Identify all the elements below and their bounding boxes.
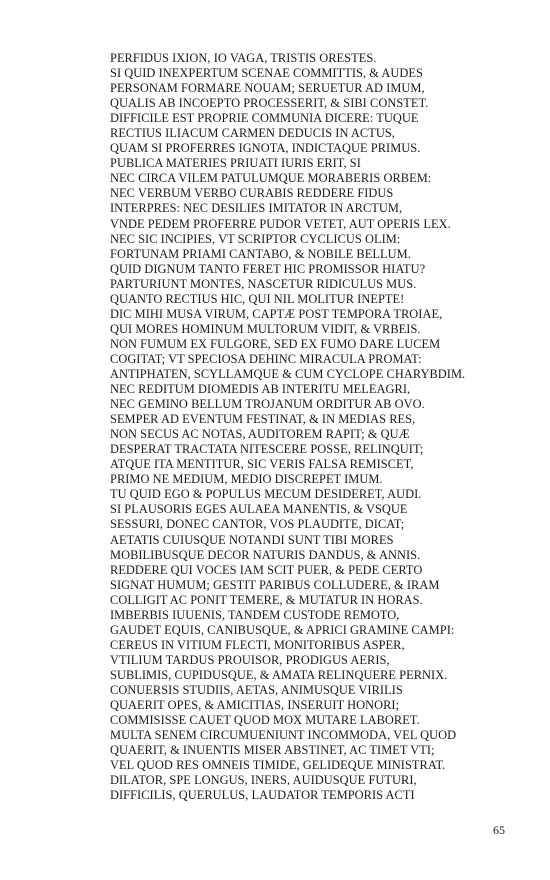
verse-line: QUI MORES HOMINUM MULTORUM VIDIT, & VRBEIS.	[110, 321, 421, 336]
verse-line: ATQUE ITA MENTITUR, SIC VERIS FALSA REMISCET,	[110, 457, 414, 472]
verse-line: QUAERIT OPES, & AMICITIAS, INSERUIT HONORI;	[110, 698, 400, 713]
verse-line: SI QUID INEXPERTUM SCENAE COMMITTIS, & AUDES	[110, 66, 423, 81]
verse-line: QUID DIGNUM TANTO FERET HIC PROMISSOR HIATU?	[110, 261, 426, 276]
verse-line: COGITAT; VT SPECIOSA DEHINC MIRACULA PROMAT:	[110, 351, 422, 366]
verse-line: CEREUS IN VITIUM FLECTI, MONITORIBUS ASPER,	[110, 637, 405, 652]
verse-line: ANTIPHATEN, SCYLLAMQUE & CUM CYCLOPE CHARYBDIM.	[110, 366, 466, 381]
verse-line: SEMPER AD EVENTUM FESTINAT, & IN MEDIAS RES,	[110, 412, 416, 427]
verse-line: TU QUID EGO & POPULUS MECUM DESIDERET, AUDI.	[110, 487, 422, 502]
verse-line: PERFIDUS IXION, IO VAGA, TRISTIS ORESTES.	[110, 51, 377, 65]
verse-line: QUANTO RECTIUS HIC, QUI NIL MOLITUR INEPTE!	[110, 291, 405, 306]
page-number: 65	[493, 823, 505, 837]
verse-line: DIC MIHI MUSA VIRUM, CAPTÆ POST TEMPORA TROIAE,	[110, 306, 443, 321]
verse-line: SI PLAUSORIS EGES AULAEA MANENTIS, & VSQUE	[110, 502, 408, 517]
verse-line: DIFFICILE EST PROPRIE COMMUNIA DICERE: TUQUE	[110, 111, 419, 126]
verse-line: QUAM SI PROFERRES IGNOTA, INDICTAQUE PRIMUS.	[110, 141, 421, 156]
verse-line: RECTIUS ILIACUM CARMEN DEDUCIS IN ACTUS,	[110, 126, 395, 141]
verse-line: SUBLIMIS, CUPIDUSQUE, & AMATA RELINQUERE PERNIX.	[110, 667, 448, 682]
verse-line: VTILIUM TARDUS PROUISOR, PRODIGUS AERIS,	[110, 652, 390, 667]
verse-line: NON FUMUM EX FULGORE, SED EX FUMO DARE LUCEM	[110, 336, 441, 351]
verse-line: INTERPRES: NEC DESILIES IMITATOR IN ARCTUM,	[110, 201, 403, 216]
verse-line: NEC REDITUM DIOMEDIS AB INTERITU MELEAGRI,	[110, 382, 411, 397]
verse-line: GAUDET EQUIS, CANIBUSQUE, & APRICI GRAMINE CAMPI:	[110, 622, 455, 637]
verse-line: PARTURIUNT MONTES, NASCETUR RIDICULUS MUS.	[110, 276, 417, 291]
verse-line: DIFFICILIS, QUERULUS, LAUDATOR TEMPORIS ACTI	[110, 788, 415, 803]
verse-line: SESSURI, DONEC CANTOR, VOS PLAUDITE, DICAT;	[110, 517, 405, 532]
verse-line: IMBERBIS IUUENIS, TANDEM CUSTODE REMOTO,	[110, 607, 400, 622]
verse-line: CONUERSIS STUDIIS, AETAS, ANIMUSQUE VIRILIS	[110, 682, 403, 697]
verse-line: SIGNAT HUMUM; GESTIT PARIBUS COLLUDERE, & IRAM	[110, 577, 440, 592]
verse-line: PUBLICA MATERIES PRIUATI IURIS ERIT, SI	[110, 156, 361, 171]
verse-line: NEC GEMINO BELLUM TROJANUM ORDITUR AB OVO.	[110, 397, 425, 412]
verse-line: PERSONAM FORMARE NOUAM; SERUETUR AD IMUM,	[110, 81, 425, 96]
verse-line: VNDE PEDEM PROFERRE PUDOR VETET, AUT OPERIS LEX.	[110, 216, 451, 231]
verse-line: NEC CIRCA VILEM PATULUMQUE MORABERIS ORBEM:	[110, 171, 432, 186]
verse-line: AETATIS CUIUSQUE NOTANDI SUNT TIBI MORES	[110, 532, 394, 547]
verse-line: NEC VERBUM VERBO CURABIS REDDERE FIDUS	[110, 186, 394, 201]
verse-text-block	[110, 51, 520, 803]
verse-line: COLLIGIT AC PONIT TEMERE, & MUTATUR IN HORAS.	[110, 592, 423, 607]
verse-line: QUALIS AB INCOEPTO PROCESSERIT, & SIBI CONSTET.	[110, 96, 429, 111]
verse-line: MULTA SENEM CIRCUMUENIUNT INCOMMODA, VEL QUOD	[110, 728, 457, 743]
verse-line: QUAERIT, & INUENTIS MISER ABSTINET, AC TIMET VTI;	[110, 743, 435, 758]
verse-line: MOBILIBUSQUE DECOR NATURIS DANDUS, & ANNIS.	[110, 547, 421, 562]
verse-line: NON SECUS AC NOTAS, AUDITOREM RAPIT; & QUÆ	[110, 427, 410, 442]
verse-line: NEC SIC INCIPIES, VT SCRIPTOR CYCLICUS OLIM:	[110, 231, 401, 246]
verse-line: REDDERE QUI VOCES IAM SCIT PUER, & PEDE CERTO	[110, 562, 423, 577]
verse-line: DILATOR, SPE LONGUS, INERS, AUIDUSQUE FUTURI,	[110, 773, 417, 788]
verse-line: DESPERAT TRACTATA NITESCERE POSSE, RELINQUIT;	[110, 442, 424, 457]
verse-line: VEL QUOD RES OMNEIS TIMIDE, GELIDEQUE MINISTRAT.	[110, 758, 446, 773]
verse-line: FORTUNAM PRIAMI CANTABO, & NOBILE BELLUM.	[110, 246, 411, 261]
verse-line: PRIMO NE MEDIUM, MEDIO DISCREPET IMUM.	[110, 472, 383, 487]
verse-line: COMMISISSE CAUET QUOD MOX MUTARE LABORET.	[110, 713, 420, 728]
